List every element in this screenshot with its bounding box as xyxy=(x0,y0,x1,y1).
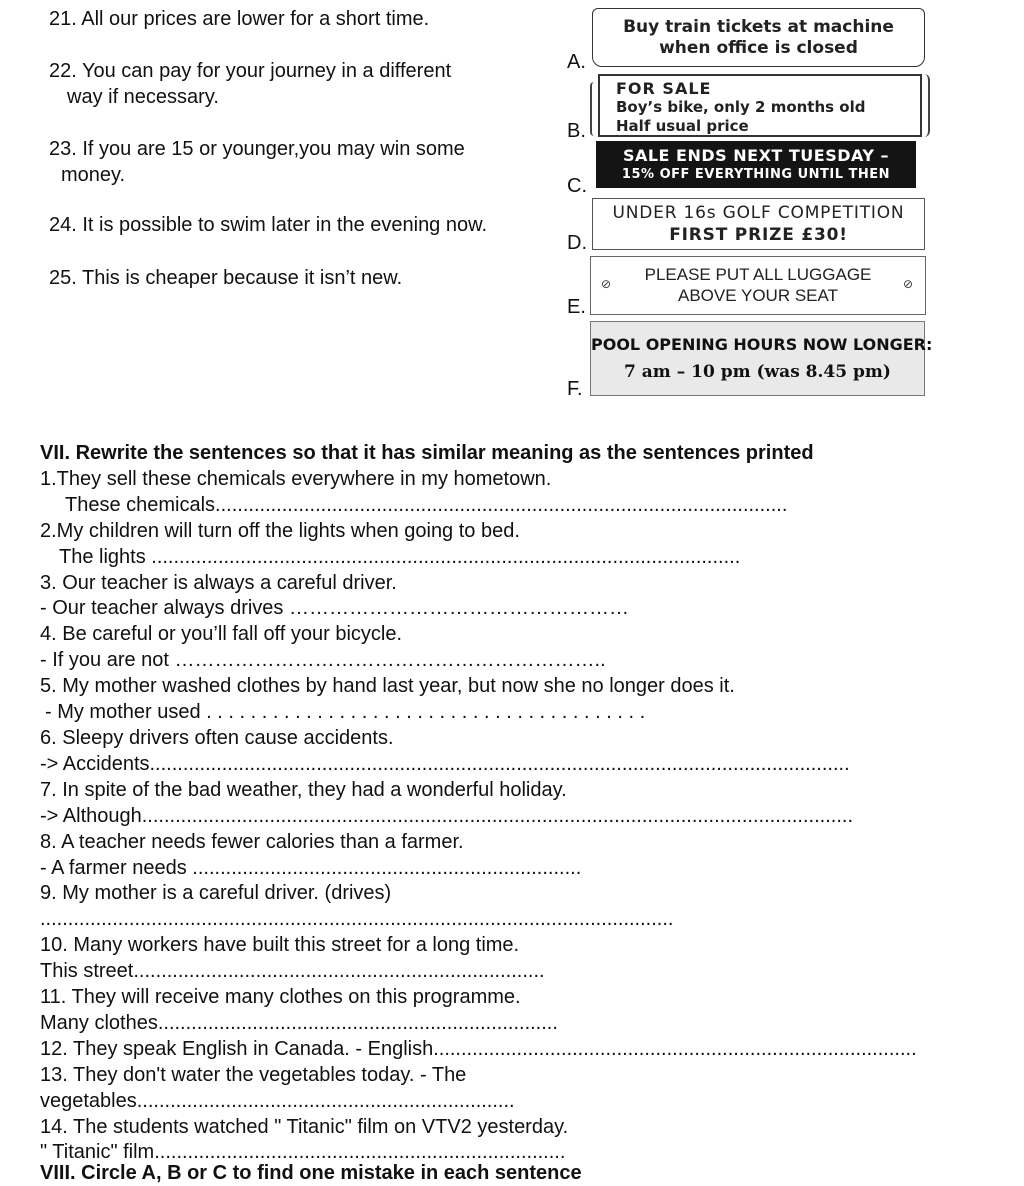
sign-e-line: ABOVE YOUR SEAT xyxy=(678,286,838,305)
sign-c-sale-ends xyxy=(596,141,916,188)
sign-e-line: PLEASE PUT ALL LUGGAGE xyxy=(644,265,872,284)
sign-b-left-edge xyxy=(590,82,598,136)
screw-icon: ⊘ xyxy=(601,277,612,291)
exercise-sentence: 14. The students watched " Titanic" film on VTV2 yesterday. xyxy=(40,1115,569,1138)
rewrite-section xyxy=(40,441,1000,1166)
sign-e-luggage xyxy=(590,256,926,315)
sign-c-line: SALE ENDS NEXT TUESDAY – xyxy=(622,146,890,165)
exercise-sentence: 2.My children will turn off the lights when going to bed. xyxy=(40,519,520,542)
sign-d-letter: D. xyxy=(567,232,587,254)
sign-b-right-edge xyxy=(922,74,930,137)
answer-line[interactable]: -> Accidents.............................................................................................................................. xyxy=(40,752,850,775)
exercise-sentence: 6. Sleepy drivers often cause accidents. xyxy=(40,726,394,749)
exercise-sentence: 5. My mother washed clothes by hand last year, but now she no longer does it. xyxy=(40,675,735,698)
sign-c-letter: C. xyxy=(567,175,587,197)
sign-f-letter: F. xyxy=(567,378,583,400)
answer-line[interactable]: vegetables.................................................................... xyxy=(40,1089,515,1112)
answer-line[interactable]: These chemicals....................................................................................................... xyxy=(65,493,788,516)
sign-b-for-sale xyxy=(598,74,922,137)
sign-e-letter: E. xyxy=(567,296,586,318)
answer-line[interactable]: Many clothes........................................................................ xyxy=(40,1011,558,1034)
exercise-sentence: 1.They sell these chemicals everywhere in my hometown. xyxy=(40,467,552,490)
exercise-sentence: 8. A teacher needs fewer calories than a farmer. xyxy=(40,830,464,853)
sign-b-line: FOR SALE xyxy=(616,79,712,98)
sign-a-letter: A. xyxy=(567,51,586,73)
statement-24: 24. It is possible to swim later in the evening now. xyxy=(49,214,488,236)
screw-icon: ⊘ xyxy=(903,277,914,291)
sign-f-pool-hours xyxy=(590,321,933,396)
answer-line[interactable]: .................................................................................................................. xyxy=(40,908,674,931)
exercise-sentence: 11. They will receive many clothes on this programme. xyxy=(40,986,521,1009)
sign-b-line: Boy’s bike, only 2 months old xyxy=(616,98,866,116)
answer-line[interactable]: This street.......................................................................... xyxy=(40,960,545,983)
exercise-sentence: 4. Be careful or you’ll fall off your bicycle. xyxy=(40,623,403,646)
section-heading: VII. Rewrite the sentences so that it has similar meaning as the sentences printed xyxy=(40,442,814,464)
sign-a-train-tickets xyxy=(592,8,925,67)
answer-line[interactable]: - Our teacher always drives …………………………………………… xyxy=(40,597,629,620)
next-section-heading-partial: VIII. Circle A, B or C to find one mistake in each sentence xyxy=(40,1162,582,1184)
answer-line[interactable]: -> Although................................................................................................................................ xyxy=(40,804,853,827)
exercise-sentence: 10. Many workers have built this street for a long time. xyxy=(40,934,520,957)
answer-line[interactable]: - My mother used . . . . . . . . . . . . . . . . . . . . . . . . . . . . . . . . . . . . . . . . xyxy=(45,701,646,724)
statement-23: 23. If you are 15 or younger,you may win some money. xyxy=(49,138,465,186)
answer-line[interactable]: " Titanic" film.......................................................................... xyxy=(40,1141,566,1164)
sign-f-line: POOL OPENING HOURS NOW LONGER: xyxy=(591,335,933,354)
exercise-sentence: 13. They don't water the vegetables today. - The xyxy=(40,1063,467,1086)
sign-b-letter: B. xyxy=(567,120,586,142)
answer-line[interactable]: - If you are not ……………………………………………………….. xyxy=(40,649,606,672)
sign-c-line: 15% OFF EVERYTHING UNTIL THEN xyxy=(621,167,891,182)
sign-f-line: 7 am – 10 pm (was 8.45 pm) xyxy=(624,362,891,382)
sign-b-line: Half usual price xyxy=(616,117,749,135)
answer-line[interactable]: The lights .......................................................................................................... xyxy=(59,545,741,568)
exercise-sentence[interactable]: 12. They speak English in Canada. - English....................................................................................... xyxy=(40,1037,917,1060)
exercise-sentence: 3. Our teacher is always a careful driver. xyxy=(40,571,397,594)
exercise-sentence: 9. My mother is a careful driver. (drives) xyxy=(40,882,392,905)
sign-d-golf-competition xyxy=(592,198,925,250)
statement-25: 25. This is cheaper because it isn’t new. xyxy=(49,267,403,289)
sign-d-line: UNDER 16s GOLF COMPETITION xyxy=(612,203,905,223)
sign-a-line: Buy train tickets at machine xyxy=(623,17,894,37)
exercise-sentence: 7. In spite of the bad weather, they had a wonderful holiday. xyxy=(40,778,567,801)
statement-21: 21. All our prices are lower for a short time. xyxy=(49,8,430,30)
answer-line[interactable]: - A farmer needs ...................................................................... xyxy=(40,856,582,879)
statement-22: 22. You can pay for your journey in a different way if necessary. xyxy=(49,60,452,108)
sign-d-line: FIRST PRIZE £30! xyxy=(669,225,848,245)
sign-a-line: when office is closed xyxy=(659,38,858,58)
